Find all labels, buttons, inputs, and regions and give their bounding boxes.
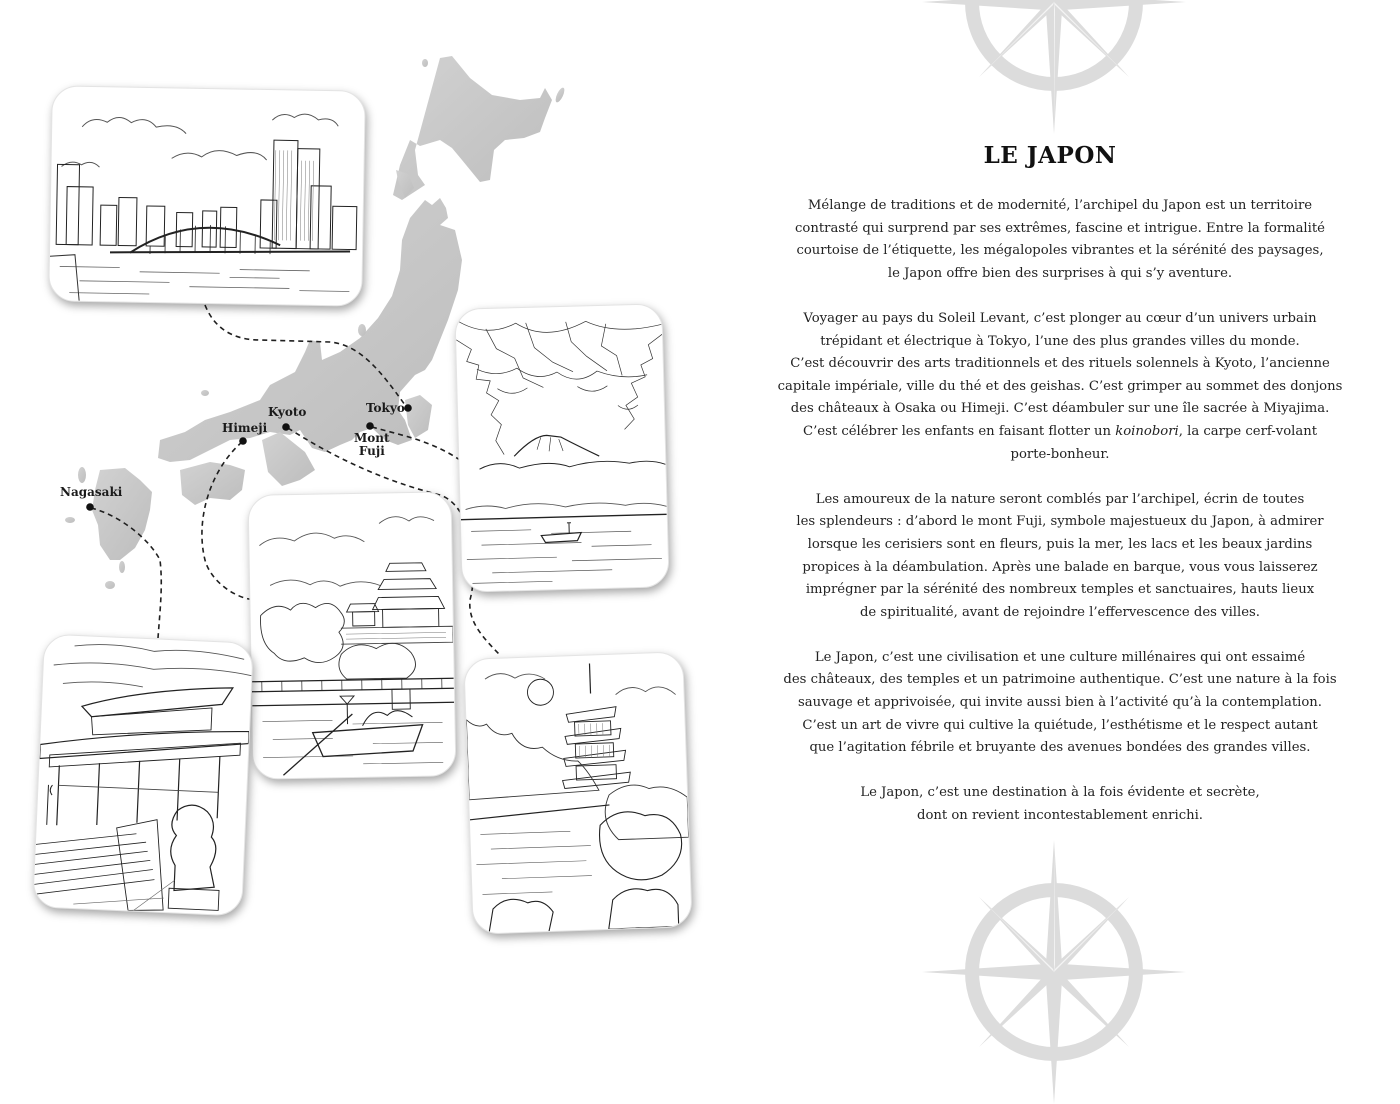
mont-fuji-marker: [366, 422, 374, 430]
text-line: dont on revient incontestablement enrichi.: [917, 808, 1203, 824]
illustration-card-temple: [32, 634, 254, 917]
text-line: de spiritualité, avant de rejoindre l’effervescence des villes.: [859, 604, 1260, 620]
text-line: Mélange de traditions et de modernité, l’archipel du Japon est un territoire: [807, 198, 1313, 213]
himeji-castle-drawing: [249, 492, 456, 778]
paragraph-1: [760, 195, 1360, 285]
kyoto-marker: [282, 423, 290, 431]
text-line: des châteaux, des temples et un patrimoine authentique. C’est une nature à la fois: [783, 672, 1337, 688]
illustration-card-tokyo-skyline: [48, 85, 366, 306]
text-line: Le Japon, c’est une civilisation et une culture millénaires qui ont essaimé: [814, 649, 1306, 665]
text-line: des châteaux à Osaka ou Himeji. C’est déambuler sur une île sacrée à Miyajima.: [790, 401, 1330, 417]
text-line: que l’agitation fébrile et bruyante des avenues bondées des grandes villes.: [809, 740, 1311, 756]
compass-rose-icon: [922, 0, 1186, 134]
tokyo-marker: [404, 404, 412, 412]
compass-rose-icon: [922, 840, 1186, 1104]
text-line: trépidant et électrique à Tokyo, l’une des plus grandes villes du monde.: [820, 333, 1300, 349]
text-line: Les amoureux de la nature seront comblés par l’archipel, écrin de toutes: [815, 491, 1305, 507]
city-label-kyoto: Kyoto: [268, 405, 307, 419]
illustration-card-himeji-castle: [248, 491, 457, 780]
text-segment: , la carpe cerf-volant: [1178, 423, 1318, 439]
pagoda-drawing: [464, 652, 691, 933]
city-label-himeji: Himeji: [222, 421, 268, 435]
text-line: Voyager au pays du Soleil Levant, c’est plonger au cœur d’un univers urbain: [803, 310, 1317, 326]
mont-fuji-drawing: [455, 304, 668, 591]
text-line: sauvage et apprivoisée, qui invite aussi bien à l’activité qu’à la contemplation.: [797, 695, 1322, 711]
illustration-card-pagoda: [463, 651, 692, 935]
text-line: capitale impériale, ville du thé et des geishas. C’est grimper au sommet des donjons: [777, 378, 1343, 394]
body-text: [760, 195, 1360, 850]
city-label-nagasaki: Nagasaki: [60, 485, 123, 499]
text-line: C’est découvrir des arts traditionnels et des rituels solennels à Kyoto, l’ancienne: [790, 356, 1330, 372]
text-line: Le Japon, c’est une destination à la fois évidente et secrète,: [860, 785, 1260, 801]
text-line: les splendeurs : d’abord le mont Fuji, symbole majestueux du Japon, à admirer: [796, 514, 1324, 530]
nagasaki-marker: [86, 503, 94, 511]
right-page-text: [700, 0, 1400, 977]
temple-drawing: [33, 635, 253, 916]
tokyo-skyline-drawing: [49, 86, 365, 305]
text-line: propices à la déambulation. Après une balade en barque, vous vous laisserez: [802, 559, 1318, 575]
mont-fuji-label-line2: Fuji: [358, 444, 385, 458]
text-line: porte-bonheur.: [1010, 446, 1110, 462]
italic-term-koinobori: koinobori: [1115, 423, 1179, 439]
mont-fuji-label-line1: Mont: [354, 431, 390, 445]
text-line: lorsque les cerisiers sont en fleurs, puis la mer, les lacs et les beaux jardins: [807, 536, 1313, 552]
text-line: C’est un art de vivre qui cultive la quiétude, l’esthétisme et le respect autant: [802, 717, 1318, 733]
text-line: imprégner par la sérénité des nombreux temples et sanctuaires, hauts lieux: [805, 582, 1315, 598]
text-line: courtoise de l’étiquette, les mégalopoles vibrantes et la sérénité des paysages,: [796, 243, 1324, 259]
text-segment: C’est célébrer les enfants en faisant flotter un: [802, 423, 1116, 439]
text-line: le Japon offre bien des surprises à qui s’y aventure.: [887, 265, 1233, 281]
text-line: [760, 421, 1360, 444]
paragraph-2: [760, 308, 1360, 466]
himeji-marker: [239, 437, 247, 445]
paragraph-3: [760, 489, 1360, 625]
paragraph-5: [760, 782, 1360, 827]
paragraph-4: [760, 647, 1360, 760]
illustration-card-mont-fuji: [454, 303, 669, 592]
left-page-map-spread: [0, 0, 700, 977]
city-label-mont-fuji: [354, 432, 390, 458]
text-line: contrasté qui surprend par ses extrêmes, fascine et intrigue. Entre la formalité: [795, 220, 1325, 236]
page-title: LE JAPON: [983, 142, 1117, 169]
city-label-tokyo: Tokyo: [366, 401, 405, 415]
